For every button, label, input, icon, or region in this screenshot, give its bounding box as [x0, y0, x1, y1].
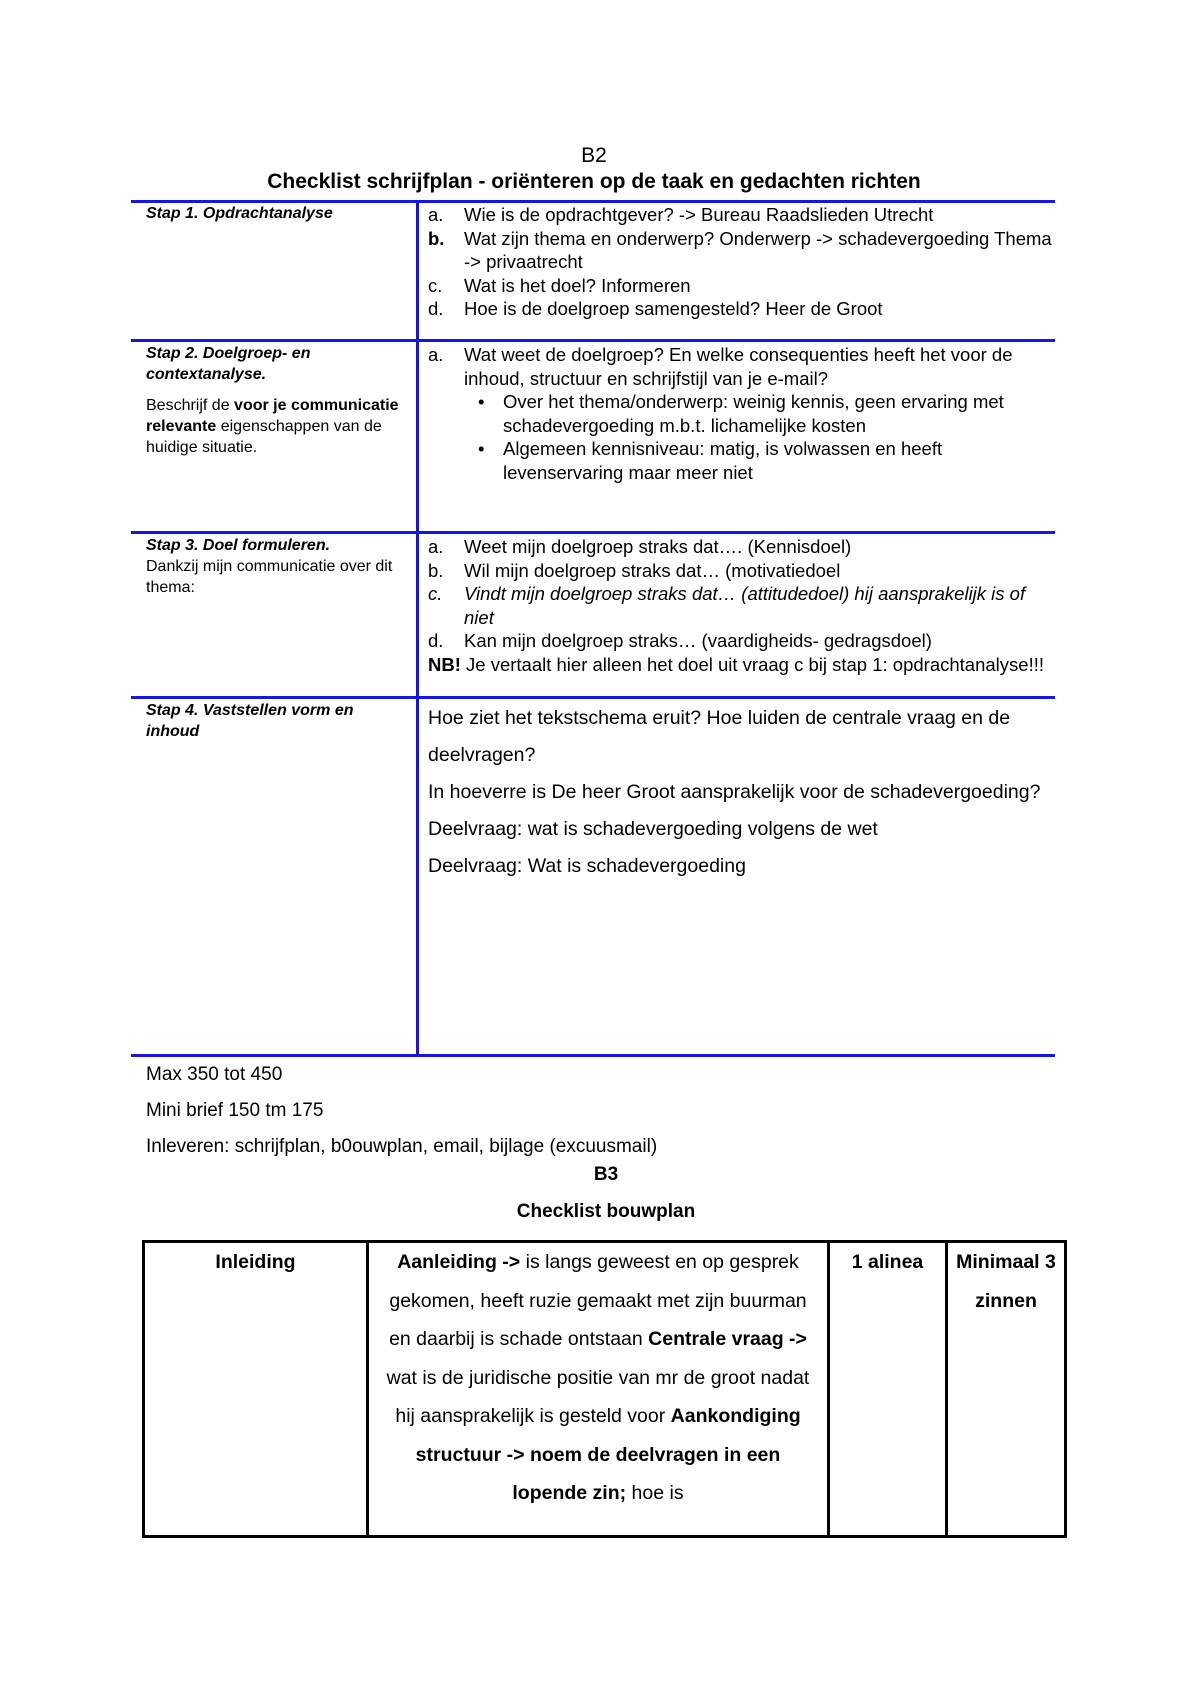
step2-bullet-2: [428, 437, 1053, 484]
step2-desc-bold: voor je communicatie relevante: [146, 397, 399, 435]
step1-title: Stap 1. Opdrachtanalyse: [146, 205, 333, 222]
centrale-vraag-label: Centrale vraag ->: [648, 1328, 807, 1350]
bullet-icon: •: [478, 438, 485, 459]
item-text: Weet mijn doelgroep straks dat…. (Kennisdoel): [464, 536, 852, 557]
minimum-cell: Minimaal 3 zinnen: [947, 1242, 1066, 1537]
step3-item-c: [428, 582, 1053, 629]
table-column-divider: [416, 200, 419, 1057]
step3-title: Stap 3. Doel formuleren.: [146, 537, 331, 554]
step3-item-a: [428, 535, 1053, 559]
step2-title: Stap 2. Doelgroep- en contextanalyse.: [146, 345, 311, 383]
item-marker: d.: [428, 630, 444, 651]
item-text: Kan mijn doelgroep straks… (vaardigheids- gedragsdoel): [464, 630, 932, 651]
note-text: Je vertaalt hier alleen het doel uit vraag c bij stap 1: opdrachtanalyse!!!: [460, 653, 1044, 675]
notes-block: [146, 1057, 657, 1165]
item-text: Vindt mijn doelgroep straks dat… (attitudedoel) hij aansprakelijk is of niet: [464, 583, 1026, 628]
item-marker: d.: [428, 298, 444, 319]
b3-title: Checklist bouwplan: [516, 1201, 696, 1222]
table-row: [144, 1242, 1066, 1537]
step2-description: [146, 395, 408, 458]
item-marker: c.: [428, 583, 443, 604]
step1-item-c: [428, 274, 1053, 298]
note-line: Inleveren: schrijfplan, b0ouwplan, email, bijlage (excuusmail): [146, 1136, 658, 1157]
step3-right-cell: [428, 535, 1053, 676]
item-text: Wil mijn doelgroep straks dat… (motivatiedoel: [464, 559, 841, 581]
item-marker: b.: [428, 559, 444, 581]
note-line: Mini brief 150 tm 175: [146, 1100, 324, 1121]
length-cell: 1 alinea: [829, 1242, 947, 1537]
item-text: Wat is het doel? Informeren: [464, 274, 691, 296]
item-marker: a.: [428, 344, 444, 365]
step4-line: Deelvraag: wat is schadevergoeding volgens de wet: [428, 818, 878, 840]
b2-heading: [134, 143, 1054, 195]
content-cell: [368, 1242, 829, 1537]
step4-right-cell: [428, 700, 1053, 885]
item-text: Wat zijn thema en onderwerp? Onderwerp -> schadevergoeding Thema -> privaatrecht: [464, 227, 1052, 272]
centrale-vraag-text: wat is de juridische positie van mr de groot nadat hij aansprakelijk is gesteld voor: [386, 1366, 810, 1427]
step3-item-d: [428, 629, 1053, 653]
b2-title: Checklist schrijfplan - oriënteren op de taak en gedachten richten: [267, 170, 921, 193]
section-cell: Inleiding: [144, 1242, 368, 1537]
step4-left-cell: [146, 700, 408, 742]
step3-left-cell: [146, 535, 408, 598]
step1-item-d: [428, 297, 1053, 321]
step4-line: In hoeverre is De heer Groot aansprakelijk voor de schadevergoeding?: [428, 781, 1041, 803]
table-rule-step3: [131, 531, 1055, 534]
step2-desc-post: eigenschappen van de huidige situatie.: [146, 418, 382, 456]
item-text: Wie is de opdrachtgever? -> Bureau Raadslieden Utrecht: [464, 204, 934, 225]
item-text: Wat weet de doelgroep? En welke consequenties heeft het voor de inhoud, structuur en schrijfstijl van je e-mail?: [464, 344, 1013, 389]
bullet-icon: •: [478, 391, 485, 412]
step3-note: [428, 653, 1053, 677]
item-marker: c.: [428, 274, 443, 296]
step2-desc-pre: Beschrijf de: [146, 397, 235, 414]
item-marker: a.: [428, 536, 444, 557]
step2-right-cell: [428, 343, 1053, 484]
b2-code: B2: [581, 144, 607, 167]
note-line: Max 350 tot 450: [146, 1064, 283, 1085]
step3-item-b: [428, 559, 1053, 583]
step2-bullet-1: [428, 390, 1053, 437]
note-label: NB!: [428, 653, 461, 675]
bullet-text: Over het thema/onderwerp: weinig kennis, geen ervaring met schadevergoeding m.b.t. lichamelijke kosten: [503, 391, 1004, 436]
step1-right-cell: [428, 203, 1053, 321]
table-rule-step2: [131, 339, 1055, 342]
step2-item-a: [428, 343, 1053, 390]
step1-left-cell: [146, 203, 408, 224]
aanleiding-text: is langs geweest en op gesprek gekomen, heeft ruzie gemaakt met zijn buurman en daarbij is schade ontstaan: [389, 1251, 807, 1350]
step4-title: Stap 4. Vaststellen vorm en inhoud: [146, 702, 354, 740]
b3-code: B3: [593, 1164, 619, 1185]
item-marker: b.: [428, 227, 445, 249]
step1-item-b: [428, 227, 1053, 274]
bouwplan-table: [142, 1240, 1067, 1538]
item-text: Hoe is de doelgroep samengesteld? Heer de Groot: [464, 298, 883, 319]
aanleiding-label: Aanleiding ->: [397, 1251, 521, 1273]
step4-line: Hoe ziet het tekstschema eruit? Hoe luiden de centrale vraag en de deelvragen?: [428, 707, 1011, 766]
step4-line: Deelvraag: Wat is schadevergoeding: [428, 855, 746, 877]
bullet-text: Algemeen kennisniveau: matig, is volwassen en heeft levenservaring maar meer niet: [503, 438, 943, 483]
table-rule-step4: [131, 696, 1055, 699]
item-marker: a.: [428, 204, 444, 225]
step3-description: Dankzij mijn communicatie over dit thema:: [146, 558, 393, 596]
structuur-label: Aankondiging structuur -> noem de deelvragen in een lopende zin;: [415, 1405, 801, 1504]
step1-item-a: [428, 203, 1053, 227]
step2-left-cell: [146, 343, 408, 458]
structuur-text: hoe is: [626, 1482, 684, 1504]
